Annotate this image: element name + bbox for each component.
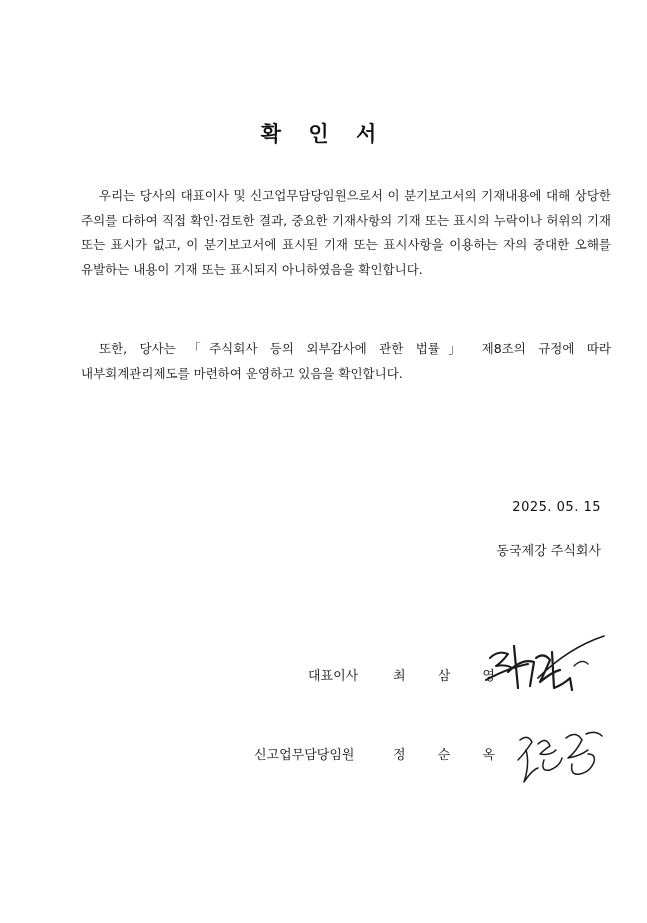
internal-control-paragraph [81,337,611,386]
ceo-role-label: 대표이사 [308,669,359,684]
paragraph-text: 또한, 당사는 「주식회사 등의 외부감사에 관한 법률」 제8조의 규정에 따라 내부회계관리제도를 마련하여 운영하고 있음을 확인합니다. [81,341,611,381]
confirmation-paragraph [81,184,611,282]
ceo-name: 최 삼 영 [393,669,509,684]
document-title: 확 인 서 [260,122,387,146]
reporting-officer-role-label: 신고업무담당임원 [254,748,355,763]
reporting-officer-signature [510,720,610,790]
document-date: 2025. 05. 15 [512,500,601,515]
ceo-signature [478,628,608,703]
paragraph-text: 우리는 당사의 대표이사 및 신고업무담당임원으로서 이 분기보고서의 기재내용에 대해 상당한 주의를 다하여 직접 확인·검토한 결과, 중요한 기재사항의 기재 또는 표시의 누락이나 허위의 기재 또는 표시가 없고, 이 분기보고서에 표시된 기재 또는 표시사항을 이용하는 자의 중대한 오해를 유발하는 내용이 기재 또는 표시되지 아니하였음을 확인합니다. [81,188,611,277]
company-name: 동국제강 주식회사 [496,544,601,559]
reporting-officer-name: 정 순 옥 [393,748,509,763]
